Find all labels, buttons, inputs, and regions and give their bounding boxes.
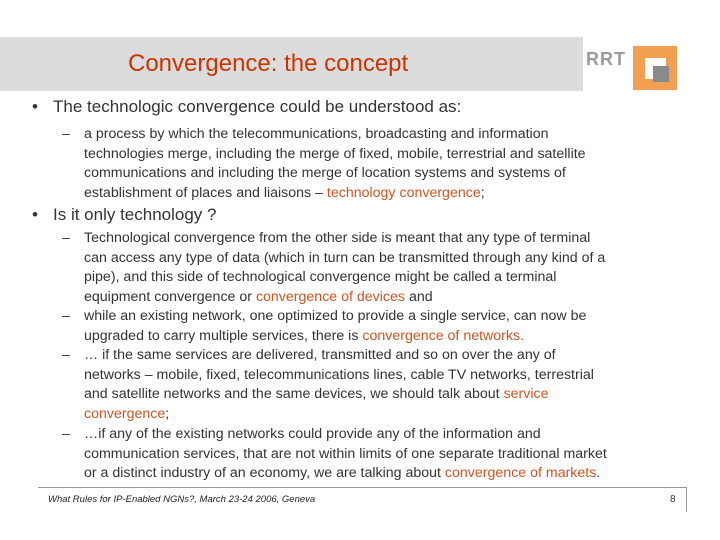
sub-item-2-3 [62, 346, 702, 424]
sub-line: can access any type of data (which in turn can be transmitted through any kind of a [84, 249, 606, 266]
highlight-convergence-of-markets: convergence of markets [444, 465, 597, 481]
sub-line: communication services, that are not within limits of one separate traditional market [84, 445, 607, 462]
sub-marker: – [62, 230, 70, 246]
sub-line: technologies merge, including the merge of fixed, mobile, terrestrial and satellite [84, 145, 586, 162]
sub-line: equipment convergence or convergence of devices and [84, 288, 433, 305]
sub-marker: – [62, 426, 70, 442]
sub-line: … if the same services are delivered, transmitted and so on over the any of [84, 347, 556, 363]
sub-item-1-1 [62, 125, 702, 203]
slide-title: Convergence: the concept [128, 50, 409, 77]
sub-marker: – [62, 347, 70, 363]
sub-line: and satellite networks and the same devices, we should talk about service [84, 386, 549, 402]
sub-marker: – [62, 126, 70, 142]
sub-line: establishment of places and liaisons – technology convergence; [84, 184, 485, 201]
sub-item-2-1 [62, 229, 702, 307]
page-number: 8 [670, 494, 676, 505]
sub-line: or a distinct industry of an economy, we are talking about convergence of markets. [84, 465, 601, 481]
sub-line: networks – mobile, fixed, telecommunications lines, cable TV networks, terrestrial [84, 366, 594, 383]
sub-line: a process by which the telecommunications, broadcasting and information [84, 126, 549, 142]
bullet-text: Is it only technology ? [53, 205, 217, 224]
sub-line: convergence; [84, 405, 170, 422]
rrt-logo [584, 42, 682, 94]
highlight-service: service [503, 386, 549, 402]
highlight-convergence: convergence [84, 405, 166, 422]
sub-line: communications and including the merge of location systems and systems of [84, 165, 566, 181]
sub-line: upgraded to carry multiple services, there is convergence of networks. [84, 327, 525, 344]
sub-line: …if any of the existing networks could provide any of the information and [84, 426, 541, 442]
bullet-marker: • [32, 205, 38, 224]
highlight-technology-convergence: technology convergence [326, 184, 481, 201]
sub-marker: – [62, 308, 70, 324]
sub-item-2-4 [62, 425, 702, 484]
sub-line: pipe), and this side of technological convergence might be called a terminal [84, 269, 557, 285]
svg-text:RRT: RRT [586, 49, 626, 69]
footer-divider [38, 487, 686, 488]
bullet-text: The technologic convergence could be understood as: [53, 97, 462, 116]
sub-line: while an existing network, one optimized to provide a single service, can now be [84, 308, 587, 324]
sub-item-2-2 [62, 307, 702, 346]
footer-vertical-divider [686, 487, 687, 512]
highlight-convergence-of-devices: convergence of devices [255, 288, 405, 305]
sub-line: Technological convergence from the other side is meant that any type of terminal [84, 230, 591, 246]
footer-text: What Rules for IP-Enabled NGNs?, March 23-24 2006, Geneva [48, 494, 316, 505]
highlight-convergence-of-networks: convergence of networks. [362, 327, 525, 344]
bullet-marker: • [32, 97, 38, 116]
